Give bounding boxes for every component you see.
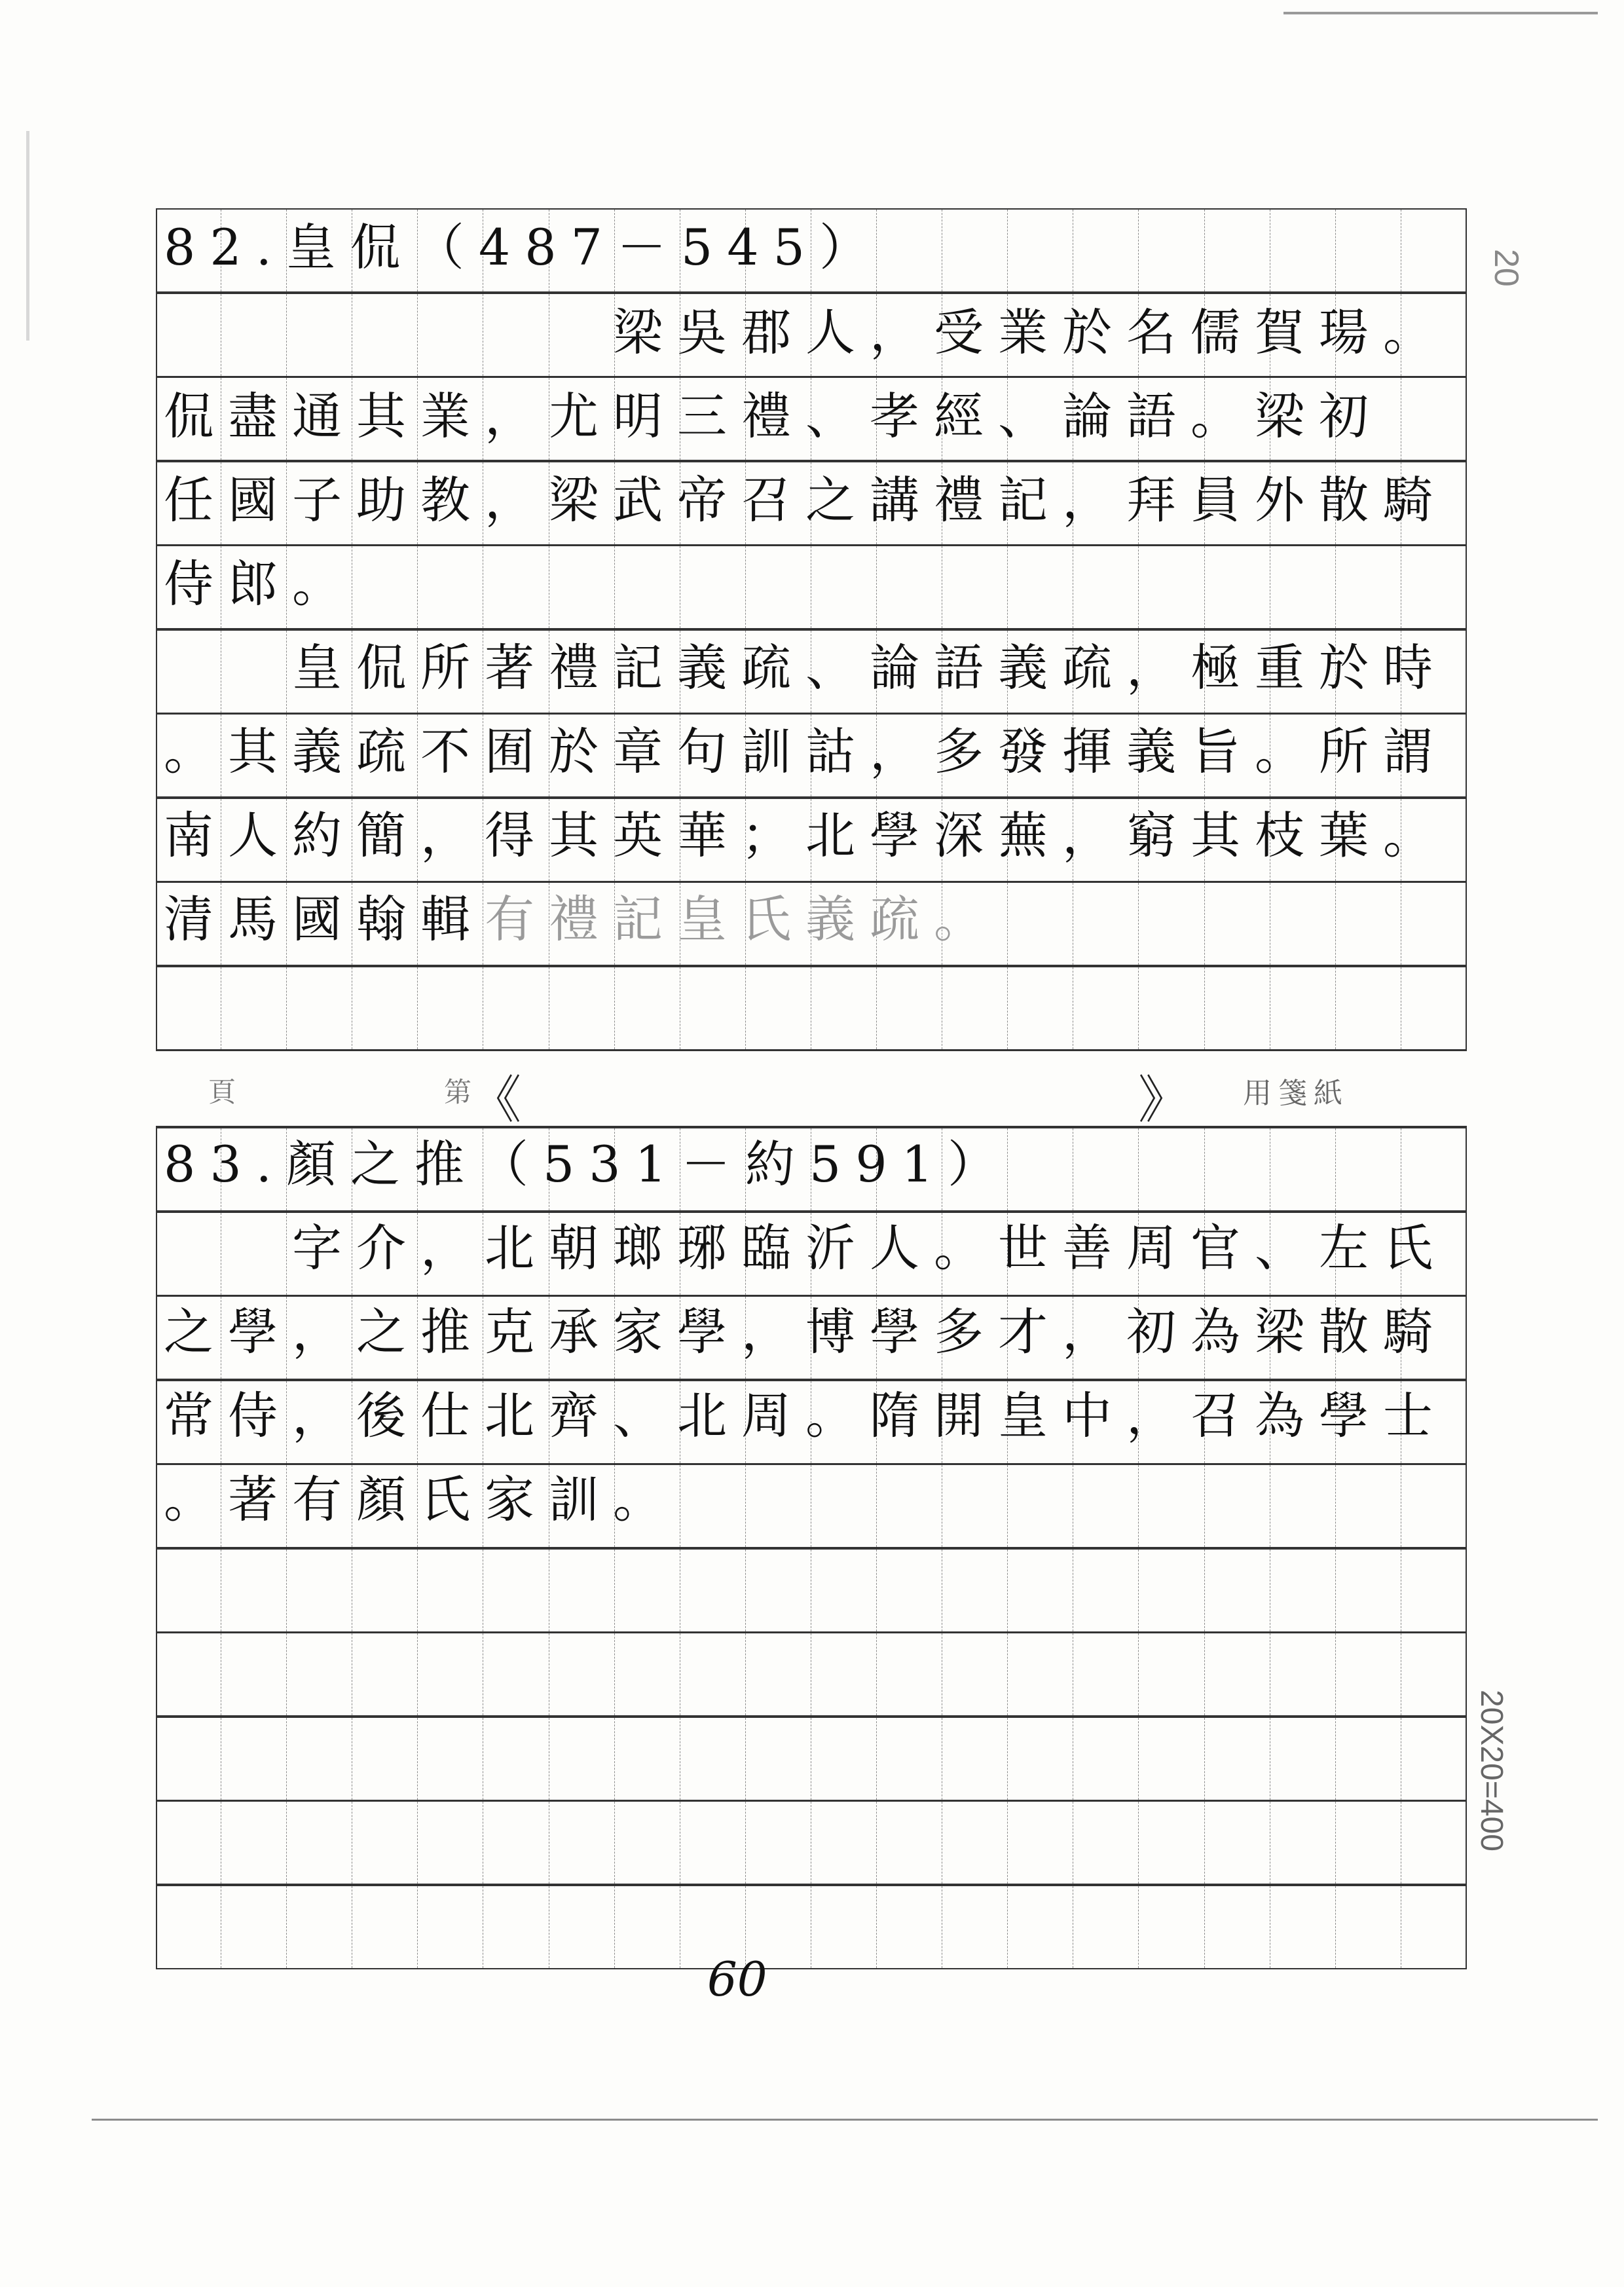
grid-cell (483, 1886, 549, 1968)
grid-cell (156, 1718, 221, 1800)
grid-cell (287, 1886, 352, 1968)
grid-cell (1336, 967, 1401, 1049)
grid-cell (811, 967, 877, 1049)
scan-edge-top (1283, 12, 1598, 14)
grid-cell (1205, 1633, 1270, 1715)
entry-82-line-5: 皇侃所著禮記義疏、論語義疏，極重於時 (164, 639, 1447, 697)
grid-cell (811, 1718, 877, 1800)
entry-83-line-3: 常侍，後仕北齊、北周。隋開皇中，召為學士 (164, 1386, 1447, 1445)
page-number: 60 (707, 1952, 767, 2007)
entry-83-line-2: 之學，之推克承家學，博學多才，初為梁散騎 (164, 1303, 1447, 1361)
grid-row (156, 1632, 1467, 1717)
grid-cell (680, 1633, 746, 1715)
grid-cell (1336, 1802, 1401, 1884)
grid-cell (156, 1550, 221, 1631)
grid-cell (1270, 1550, 1336, 1631)
grid-cell (287, 1633, 352, 1715)
grid-row (156, 1885, 1467, 1969)
grid-cell (221, 1718, 287, 1800)
entry-82-line-8-dark: 清馬國翰輯 (164, 890, 485, 948)
grid-cell (1205, 967, 1270, 1049)
grid-cell (1139, 1802, 1204, 1884)
fold-close-bracket: 》 (1138, 1071, 1190, 1130)
paper-brand: 用箋紙 (1243, 1077, 1349, 1110)
grid-cell (418, 967, 483, 1049)
grid-cell (615, 1802, 680, 1884)
entry-83-line-4: 。著有顏氏家訓。 (164, 1470, 677, 1529)
grid-cell (877, 967, 942, 1049)
grid-cell (615, 1633, 680, 1715)
grid-cell (221, 1802, 287, 1884)
grid-cell (680, 1802, 746, 1884)
grid-cell (1073, 1802, 1139, 1884)
scan-edge-bottom (92, 2119, 1598, 2121)
grid-cell (549, 967, 615, 1049)
entry-83-line-1: 字介，北朝瑯琊臨沂人。世善周官、左氏 (164, 1219, 1447, 1277)
entry-82-line-3: 任國子助教，梁武帝召之講禮記，拜員外散騎 (164, 471, 1447, 529)
grid-cell (1336, 1886, 1401, 1968)
grid-cell (1270, 1802, 1336, 1884)
grid-cell (1073, 1718, 1139, 1800)
grid-cell (1139, 1718, 1204, 1800)
grid-cell (418, 1886, 483, 1968)
grid-cell (1139, 1633, 1204, 1715)
grid-cell (1401, 967, 1467, 1049)
grid-cell (156, 967, 221, 1049)
grid-cell (287, 967, 352, 1049)
grid-cell (942, 1718, 1008, 1800)
grid-cell (156, 1802, 221, 1884)
grid-cell (1401, 1550, 1467, 1631)
grid-cell (1401, 1802, 1467, 1884)
grid-cell (746, 1550, 811, 1631)
fold-left-label: 頁 (208, 1076, 236, 1108)
grid-sheet (156, 208, 1467, 1944)
grid-cell (942, 1633, 1008, 1715)
scan-edge-left (26, 131, 29, 341)
grid-cell (352, 1886, 418, 1968)
grid-cell (615, 1886, 680, 1968)
grid-cell (615, 967, 680, 1049)
grid-cell (811, 1886, 877, 1968)
grid-cell (352, 1718, 418, 1800)
grid-cell (746, 1802, 811, 1884)
grid-cell (680, 967, 746, 1049)
grid-cell (942, 1550, 1008, 1631)
grid-cell (1336, 1718, 1401, 1800)
entry-82-line-6: 。其義疏不囿於章句訓詁，多發揮義旨。所謂 (164, 722, 1447, 781)
grid-cell (549, 1633, 615, 1715)
grid-cell (352, 1802, 418, 1884)
grid-cell (1008, 1633, 1073, 1715)
grid-cell (1008, 967, 1073, 1049)
grid-cell (746, 1633, 811, 1715)
grid-cell (1139, 967, 1204, 1049)
fold-open-bracket: 《 (470, 1071, 522, 1130)
grid-row (156, 1717, 1467, 1801)
grid-cell (877, 1886, 942, 1968)
grid-cell (1270, 967, 1336, 1049)
grid-cell (352, 1633, 418, 1715)
grid-cell (221, 1550, 287, 1631)
grid-cell (418, 1633, 483, 1715)
grid-cell (1073, 1550, 1139, 1631)
grid-cell (811, 1802, 877, 1884)
grid-cell (549, 1886, 615, 1968)
grid-cell (1270, 1633, 1336, 1715)
grid-cell (1008, 1802, 1073, 1884)
grid-row (156, 966, 1467, 1051)
grid-cell (746, 1718, 811, 1800)
grid-row (156, 1800, 1467, 1885)
grid-cell (1270, 1886, 1336, 1968)
grid-cell (1336, 1550, 1401, 1631)
grid-cell (1336, 1633, 1401, 1715)
grid-cell (287, 1718, 352, 1800)
grid-spec-code: 20X20=400 (1474, 1690, 1509, 1851)
grid-cell (549, 1550, 615, 1631)
grid-cell (418, 1718, 483, 1800)
grid-cell (1073, 1633, 1139, 1715)
grid-cell (1008, 1550, 1073, 1631)
grid-cell (418, 1802, 483, 1884)
grid-cell (877, 1802, 942, 1884)
grid-cell (615, 1550, 680, 1631)
grid-cell (156, 1886, 221, 1968)
entry-82-line-4: 侍郎。 (164, 555, 356, 613)
grid-cell (811, 1633, 877, 1715)
grid-cell (811, 1550, 877, 1631)
grid-cell (615, 1718, 680, 1800)
entry-82-line-2: 侃盡通其業，尤明三禮、孝經、論語。梁初 (164, 387, 1383, 445)
grid-cell (221, 1633, 287, 1715)
grid-cell (877, 1550, 942, 1631)
grid-cell (483, 1633, 549, 1715)
grid-cell (1139, 1550, 1204, 1631)
fold-mid-label: 第 (444, 1076, 472, 1108)
grid-cell (483, 1550, 549, 1631)
grid-cell (1139, 1886, 1204, 1968)
grid-cell (1205, 1550, 1270, 1631)
grid-row (156, 1548, 1467, 1633)
grid-cell (746, 967, 811, 1049)
grid-cell (221, 967, 287, 1049)
grid-cell (1205, 1802, 1270, 1884)
grid-cell (483, 1718, 549, 1800)
grid-cell (418, 1550, 483, 1631)
grid-cell (1401, 1718, 1467, 1800)
grid-cell (680, 1718, 746, 1800)
grid-cell (1205, 1718, 1270, 1800)
grid-cell (1008, 1718, 1073, 1800)
grid-cell (352, 967, 418, 1049)
grid-cell (221, 1886, 287, 1968)
grid-cell (1401, 1633, 1467, 1715)
corner-mark: 20 (1487, 249, 1525, 287)
grid-cell (352, 1550, 418, 1631)
grid-cell (1073, 1886, 1139, 1968)
grid-cell (1008, 1886, 1073, 1968)
grid-cell (942, 1886, 1008, 1968)
entry-82-line-8 (164, 880, 1467, 959)
grid-cell (483, 1802, 549, 1884)
fold-band (156, 1050, 1467, 1130)
grid-cell (287, 1550, 352, 1631)
grid-cell (877, 1718, 942, 1800)
grid-cell (942, 967, 1008, 1049)
grid-cell (877, 1633, 942, 1715)
grid-cell (287, 1802, 352, 1884)
entry-82-line-8-gray: 有禮記皇氏義疏。 (485, 890, 998, 948)
grid-cell (1205, 1886, 1270, 1968)
grid-cell (1270, 1718, 1336, 1800)
grid-cell (483, 967, 549, 1049)
entry-83-heading: 83.顏之推（531－約591） (164, 1135, 1012, 1193)
grid-cell (156, 1633, 221, 1715)
entry-82-line-1: 梁吳郡人，受業於名儒賀瑒。 (164, 303, 1447, 362)
grid-cell (549, 1802, 615, 1884)
entry-82-line-7: 南人約簡，得其英華；北學深蕪，窮其枝葉。 (164, 806, 1447, 865)
entry-82-heading: 82.皇侃（487－545） (164, 218, 883, 276)
grid-cell (680, 1550, 746, 1631)
grid-cell (1401, 1886, 1467, 1968)
grid-cell (549, 1718, 615, 1800)
grid-cell (942, 1802, 1008, 1884)
grid-cell (1073, 967, 1139, 1049)
